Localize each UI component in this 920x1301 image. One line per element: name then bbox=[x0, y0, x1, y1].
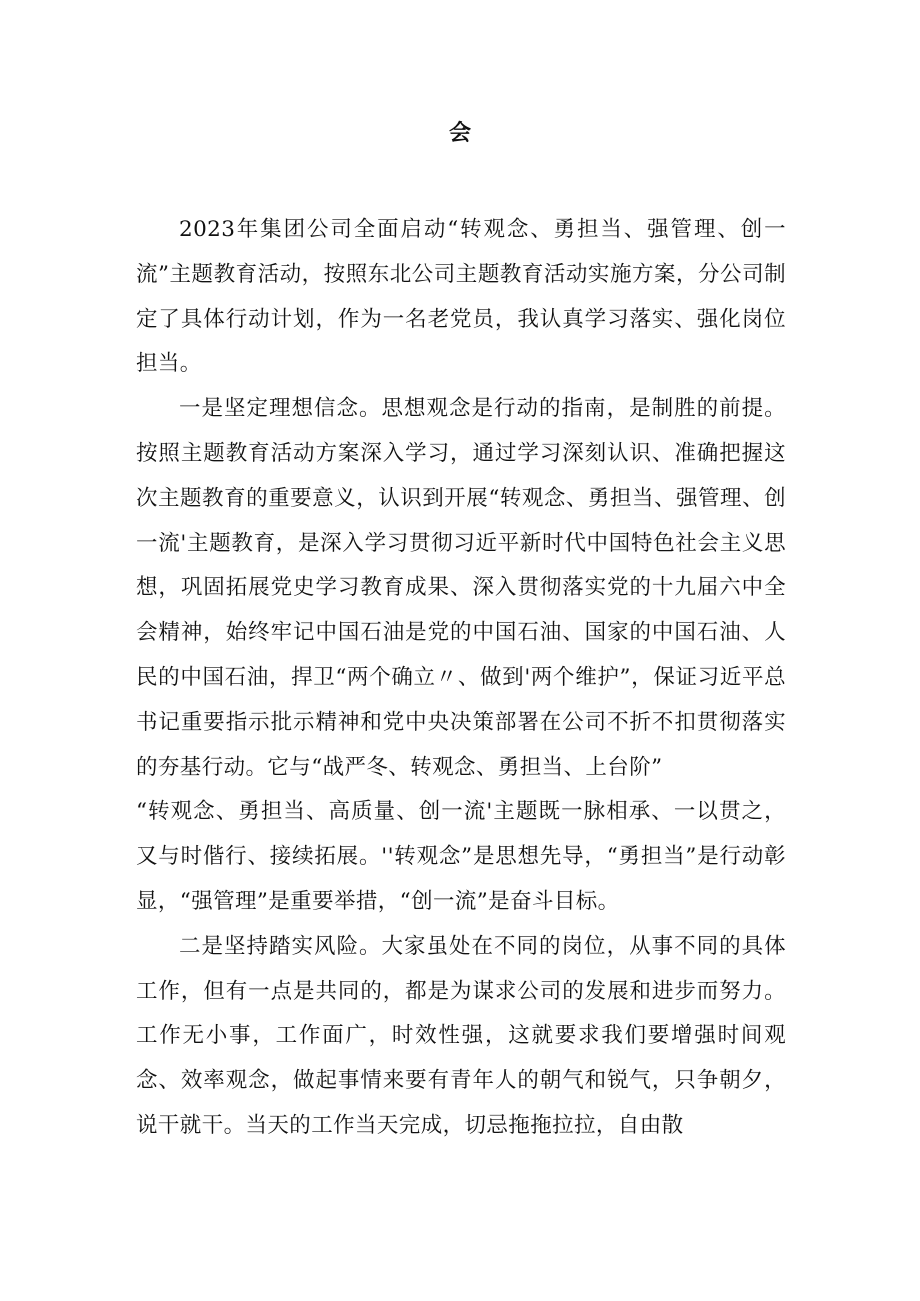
paragraph-point-one: 一是坚定理想信念。思想观念是行动的指南，是制胜的前提。按照主题教育活动方案深入学习，通过学习深刻认识、准确把握这次主题教育的重要意义，认识到开展“转观念、勇担当、强管理、创一流'主题教育，是深入学习贯彻习近平新时代中国特色社会主义思想，巩固拓展党史学习教育成果、深入贯彻落实党的十九届六中全会精神，始终牢记中国石油是党的中国石油、国家的中国石油、人民的中国石油，捍卫“两个确立〃、做到'两个维护”，保证习近平总书记重要指示批示精神和党中央决策部署在公司不折不扣贯彻落实的夯基行动。它与“战严冬、转观念、勇担当、上台阶” bbox=[136, 396, 786, 780]
paragraph-point-one-continued: “转观念、勇担当、高质量、创一流'主题既一脉相承、一以贯之，又与时偕行、接续拓展。''转观念”是思想先导，“勇担当”是行动彰显，“强管理”是重要举措，“创一流”是奋斗目标。 bbox=[136, 799, 786, 914]
paragraph-intro: 2023年集团公司全面启动“转观念、勇担当、强管理、创一流”主题教育活动，按照东北公司主题教育活动实施方案，分公司制定了具体行动计划，作为一名老党员，我认真学习落实、强化岗位担当。 bbox=[136, 217, 786, 377]
document-heading: 会 bbox=[448, 120, 471, 146]
paragraph-point-two: 二是坚持踏实风险。大家虽处在不同的岗位，从事不同的具体工作，但有一点是共同的，都是为谋求公司的发展和进步而努力。工作无小事，工作面广，时效性强，这就要求我们要增强时间观念、效率观念，做起事情来要有青年人的朝气和锐气，只争朝夕，说干就干。当天的工作当天完成，切忌拖拖拉拉，自由散 bbox=[136, 933, 786, 1138]
document-body bbox=[136, 208, 786, 1149]
